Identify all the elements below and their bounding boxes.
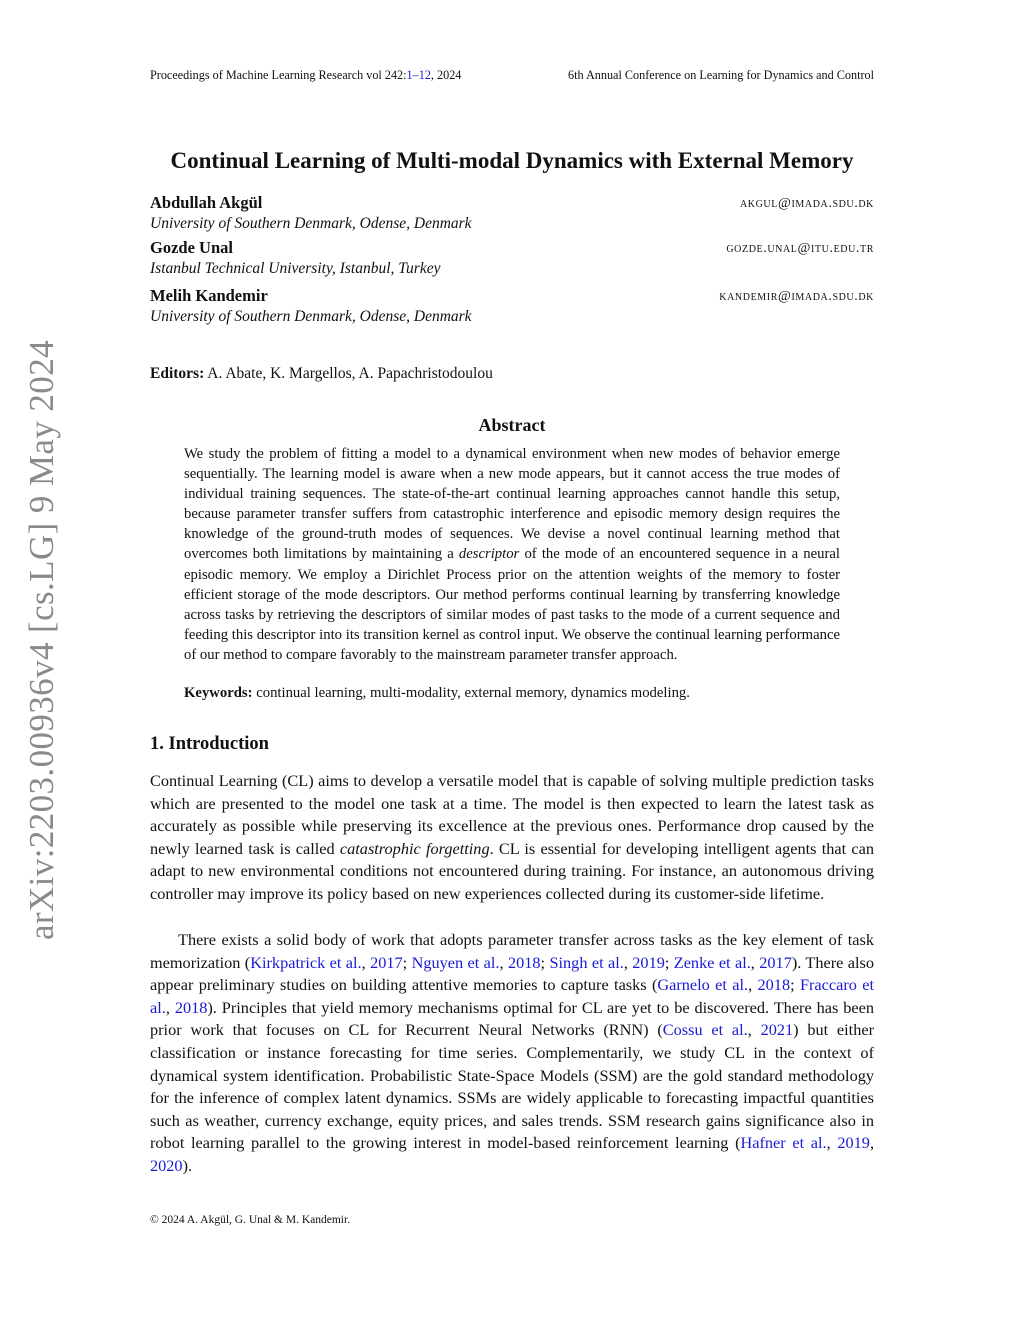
header-proceedings: Proceedings of Machine Learning Research vol 242: [150, 68, 407, 82]
author-block [150, 238, 874, 282]
running-header-right: 6th Annual Conference on Learning for Dynamics and Control [568, 68, 874, 82]
keywords-label: Keywords: [184, 685, 253, 701]
abstract-text-part: We study the problem of fitting a model to a dynamical environment when new modes of behavior emerge sequentially. The learning model is aware when a new mode appears, but it cannot access the true modes of individual training sequences. The state-of-the-art continual learning approaches cannot handle this setup, because parameter transfer suffers from catastrophic interference and episodic memory design requires the knowledge of the ground-truth modes of sequences. We devise a novel continual learning method that overcomes both limitations by maintaining a [184, 446, 840, 563]
header-page-range-link[interactable]: 1–12 [406, 68, 431, 82]
author-block [150, 286, 874, 330]
citation-link[interactable]: Zenke et al. [673, 952, 751, 972]
citation-link[interactable]: Hafner et al. [740, 1133, 827, 1153]
keywords-line [184, 685, 840, 702]
abstract-text [184, 444, 840, 665]
paragraph-text: ) but either classification or instance forecasting for time series. Complementarily, we study CL in the context of dynamical system identification. Probabilistic State-Space Models (SSM) are the gold standard methodology for the inference of complex latent dynamics. SSMs are widely applicable to forecasting impactful quantities such as weather, currency exchange, equity prices, and sales trends. SSM research gains significance also in robot learning parallel to the growing interest in model-based reinforcement learning ( [150, 1020, 874, 1153]
author-affiliation: University of Southern Denmark, Odense, Denmark [150, 308, 472, 325]
citation-year-link[interactable]: 2019 [837, 1133, 870, 1153]
paragraph-text: There exists a solid body of work that adopts parameter transfer across tasks as the key element of task memorization ( [150, 930, 874, 972]
citation-link[interactable]: Singh et al. [549, 952, 624, 972]
abstract-emphasis: descriptor [458, 546, 520, 563]
paragraph-text: . CL is essential for developing intelligent agents that can adapt to new environmental conditions not encountered during training. For instance, an autonomous driving controller may improve its policy based on new experiences collected during its customer-side lifetime. [150, 838, 875, 903]
paragraph-text: ). [182, 1155, 193, 1175]
keywords-list: continual learning, multi-modality, external memory, dynamics modeling. [252, 685, 690, 701]
author-name: Melih Kandemir [150, 286, 268, 305]
citation-link[interactable]: Cossu et al. [662, 1020, 748, 1040]
intro-paragraph-2: There exists a solid body of work that adopts parameter transfer across tasks as the key element of task memorization (Kirkpatrick et al., 2017; Nguyen et al., 2018; Singh et al., 2019; Zenke et al., 2017). There also appear preliminary studies on building attentive memories to capture tasks (Garnelo et al., 2018; Fraccaro et al., 2018). Principles that yield memory mechanisms optimal for CL are yet to be discovered. There has been prior work that focuses on CL for Recurrent Neural Networks (RNN) (Cossu et al., 2021) but either classification or instance forecasting for time series. Complementarily, we study CL in the context of dynamical system identification. Probabilistic State-Space Models (SSM) are the gold standard methodology for the inference of complex latent dynamics. SSMs are widely applicable to forecasting impactful quantities such as weather, currency exchange, equity prices, and sales trends. SSM research gains significance also in robot learning parallel to the growing interest in model-based reinforcement learning (Hafner et al., 2019, 2020). [150, 930, 875, 1175]
intro-paragraph-1 [150, 770, 874, 906]
abstract-heading: Abstract [478, 415, 546, 435]
author-email: gozde.unal@itu.edu.tr [726, 241, 874, 256]
copyright-footer: © 2024 A. Akgül, G. Unal & M. Kandemir. [150, 1214, 351, 1226]
editors-label: Editors: [150, 365, 205, 382]
section-heading-introduction: 1. Introduction [150, 734, 269, 754]
citation-year-link[interactable]: 2018 [757, 975, 791, 995]
paper-title: Continual Learning of Multi-modal Dynamics with External Memory [170, 148, 854, 173]
paragraph-text: Continual Learning (CL) aims to develop a versatile model that is capable of solving multiple prediction tasks which are presented to the model one task at a time. The model is then expected to learn the latest task as accurately as possible while preserving its excellence at the previous ones. Performance drop caused by the newly learned task is called [150, 771, 874, 858]
arxiv-identifier-stamp: arXiv:2203.00936v4 [cs.LG] 9 May 2024 [22, 340, 61, 940]
citation-year-link[interactable]: 2021 [760, 1020, 794, 1040]
author-name: Gozde Unal [150, 238, 233, 257]
citation-year-link[interactable]: 2017 [370, 952, 403, 972]
citation-link[interactable]: Fraccaro et al. [150, 975, 874, 1017]
header-year: , 2024 [430, 68, 462, 82]
abstract-text-part: of the mode of an encountered sequence in a neural episodic memory. We employ a Dirichlet Process prior on the attention weights of the memory to foster efficient storage of the mode descriptors. Our method performs continual learning by transferring knowledge across tasks by retrieving the descriptors of similar modes of past tasks to the mode of a current sequence and feeding this descriptor into its transition kernel as control input. We observe the continual learning performance of our method to compare favorably to the mainstream parameter transfer approach. [184, 546, 841, 663]
citation-link[interactable]: Nguyen et al. [411, 952, 500, 972]
citation-year-link[interactable]: 2019 [632, 952, 665, 972]
author-email: kandemir@imada.sdu.dk [719, 289, 874, 304]
editors-line [150, 365, 493, 383]
author-affiliation: University of Southern Denmark, Odense, Denmark [150, 215, 472, 232]
paragraph-emphasis: catastrophic forgetting [339, 838, 490, 858]
author-block [150, 193, 874, 237]
paragraph-text: ). Principles that yield memory mechanisms optimal for CL are yet to be discovered. There has been prior work that focuses on CL for Recurrent Neural Networks (RNN) ( [150, 997, 874, 1040]
author-email: akgul@imada.sdu.dk [739, 196, 874, 211]
citation-year-link[interactable]: 2018 [507, 952, 541, 972]
citation-link[interactable]: Kirkpatrick et al. [250, 952, 362, 972]
citation-year-link[interactable]: 2020 [150, 1155, 183, 1175]
author-affiliation: Istanbul Technical University, Istanbul, Turkey [150, 260, 441, 277]
citation-year-link[interactable]: 2018 [174, 997, 208, 1017]
running-header-left [150, 68, 461, 83]
paragraph-text: ). There also appear preliminary studies on building attentive memories to capture tasks ( [150, 952, 874, 995]
author-name: Abdullah Akgül [150, 193, 263, 212]
citation-link[interactable]: Garnelo et al. [657, 975, 749, 995]
editors-names: A. Abate, K. Margellos, A. Papachristodoulou [204, 365, 493, 382]
citation-year-link[interactable]: 2017 [759, 952, 792, 972]
